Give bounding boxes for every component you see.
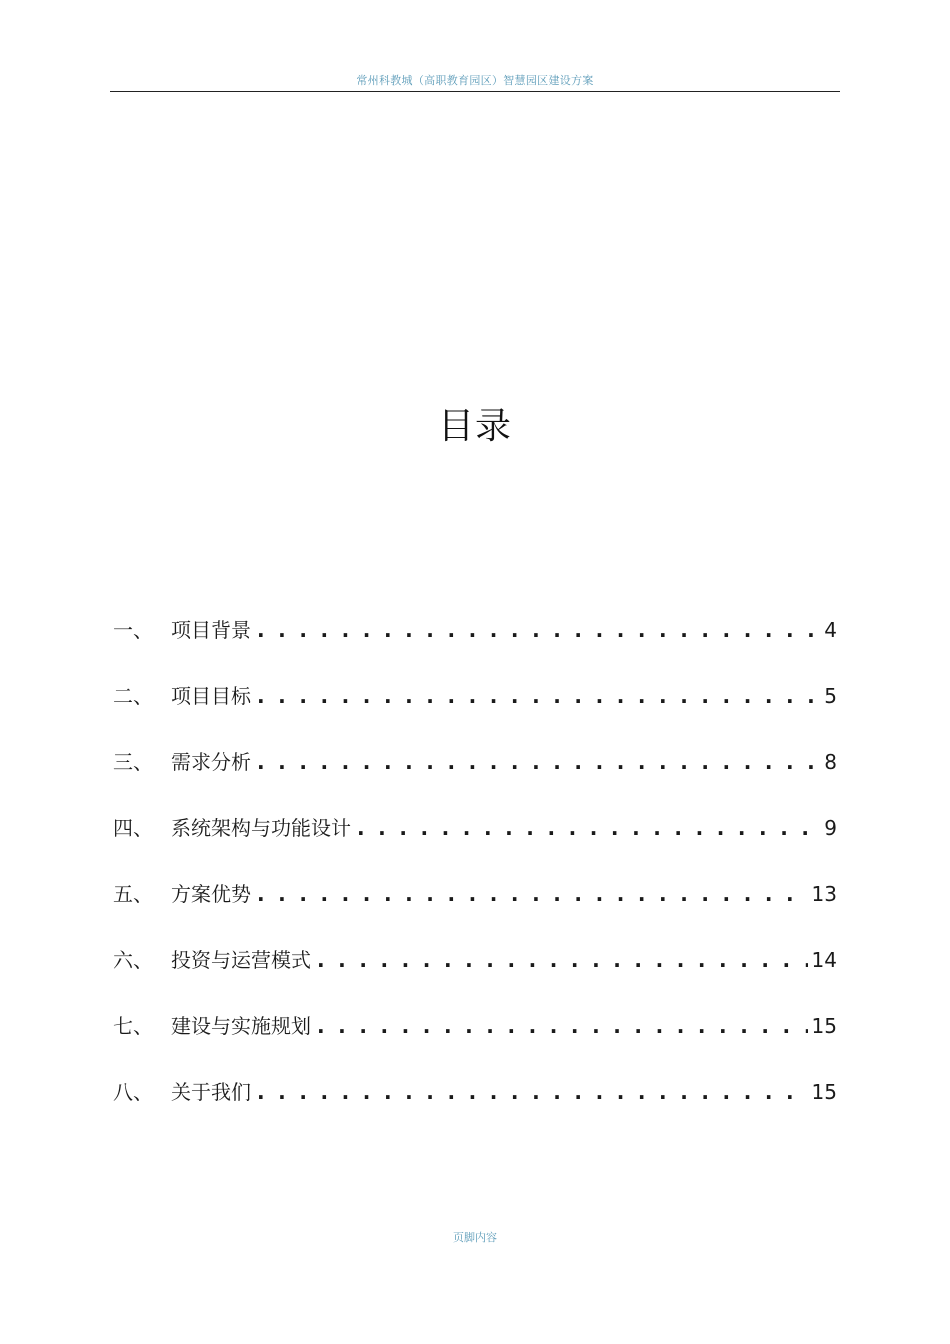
toc-entry-number: 二、 bbox=[113, 684, 153, 708]
toc-title: 目录 bbox=[437, 406, 512, 447]
toc-entry[interactable] bbox=[113, 1010, 837, 1076]
toc-entry-label: 项目目标 bbox=[171, 684, 251, 708]
toc-entry-number: 四、 bbox=[113, 816, 153, 840]
toc-dot-leader bbox=[257, 750, 820, 774]
toc-entry-label: 项目背景 bbox=[171, 618, 251, 642]
toc-entry-number: 五、 bbox=[113, 882, 153, 906]
toc-dot-leader bbox=[317, 1014, 808, 1038]
toc-entry-page: 4 bbox=[824, 618, 837, 642]
toc-dot-leader bbox=[257, 1080, 808, 1104]
toc-entry-page: 14 bbox=[811, 948, 837, 972]
toc-entry-number: 七、 bbox=[113, 1014, 153, 1038]
page-header: 常州科教城（高职教育园区）智慧园区建设方案 bbox=[356, 74, 594, 87]
toc-entry-label: 投资与运营模式 bbox=[171, 948, 311, 972]
toc-entry-number: 六、 bbox=[113, 948, 153, 972]
page-footer: 页脚内容 bbox=[453, 1231, 497, 1244]
toc-list bbox=[113, 614, 837, 1142]
toc-entry[interactable] bbox=[113, 812, 837, 878]
toc-entry-page: 9 bbox=[824, 816, 837, 840]
toc-entry[interactable] bbox=[113, 746, 837, 812]
toc-dot-leader bbox=[257, 882, 808, 906]
toc-dot-leader bbox=[257, 618, 820, 642]
toc-entry[interactable] bbox=[113, 680, 837, 746]
toc-dot-leader bbox=[357, 816, 820, 840]
toc-entry-page: 5 bbox=[824, 684, 837, 708]
toc-entry[interactable] bbox=[113, 878, 837, 944]
toc-entry[interactable] bbox=[113, 944, 837, 1010]
toc-entry-label: 需求分析 bbox=[171, 750, 251, 774]
toc-entry-number: 三、 bbox=[113, 750, 153, 774]
toc-entry-label: 方案优势 bbox=[171, 882, 251, 906]
toc-entry-page: 15 bbox=[811, 1080, 837, 1104]
toc-entry-number: 一、 bbox=[113, 618, 153, 642]
toc-entry-page: 13 bbox=[811, 882, 837, 906]
toc-entry-page: 15 bbox=[811, 1014, 837, 1038]
header-divider bbox=[110, 91, 840, 92]
toc-entry-label: 关于我们 bbox=[171, 1080, 251, 1104]
toc-entry-label: 建设与实施规划 bbox=[171, 1014, 311, 1038]
toc-entry-number: 八、 bbox=[113, 1080, 153, 1104]
toc-entry[interactable] bbox=[113, 614, 837, 680]
toc-dot-leader bbox=[317, 948, 808, 972]
toc-entry-page: 8 bbox=[824, 750, 837, 774]
toc-dot-leader bbox=[257, 684, 820, 708]
toc-entry[interactable] bbox=[113, 1076, 837, 1142]
toc-entry-label: 系统架构与功能设计 bbox=[171, 816, 351, 840]
